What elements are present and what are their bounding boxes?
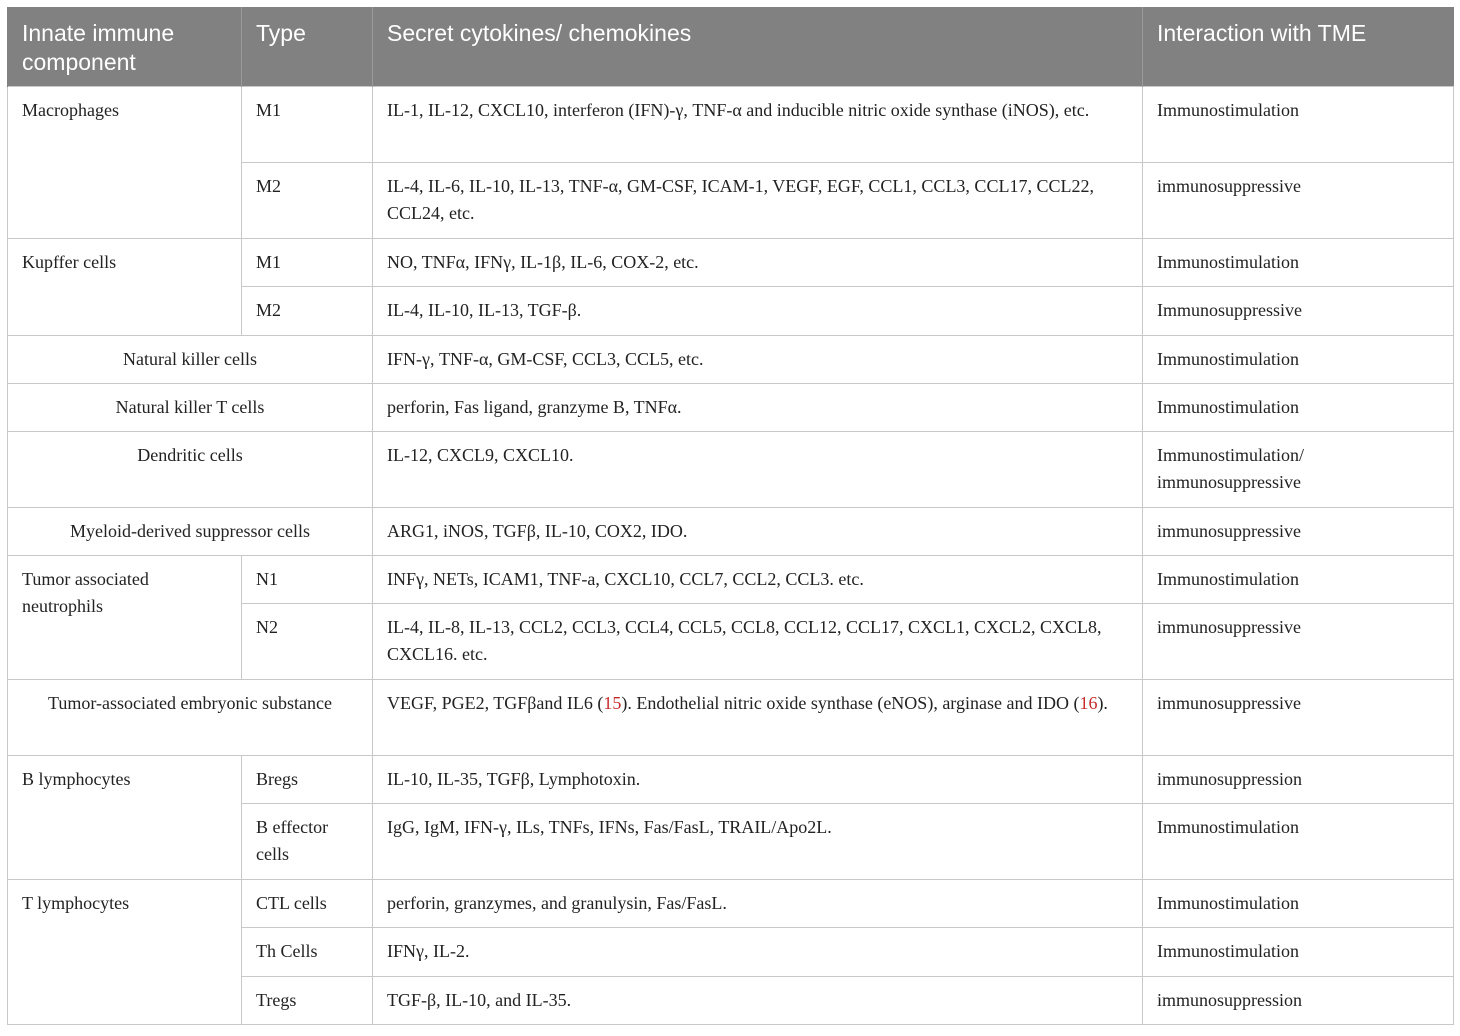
cytokines-cell: IL-4, IL-8, IL-13, CCL2, CCL3, CCL4, CCL5, CCL8, CCL12, CCL17, CXCL1, CXCL2, CXCL8, CXCL16. etc. [373, 604, 1143, 680]
header-type: Type [242, 7, 373, 87]
type-cell: N1 [242, 556, 373, 604]
interaction-cell: immunosuppression [1143, 756, 1454, 804]
type-cell: Th Cells [242, 928, 373, 977]
component-cell: B lymphocytes [8, 756, 242, 880]
component-cell: Natural killer cells [8, 336, 373, 384]
reference-link[interactable]: 15 [603, 693, 622, 713]
component-cell: Tumor associated neutrophils [8, 556, 242, 680]
type-cell: M2 [242, 287, 373, 336]
header-interaction: Interaction with TME [1143, 7, 1454, 87]
table-row [8, 432, 1454, 508]
component-cell: Tumor-associated embryonic substance [8, 680, 373, 756]
interaction-cell: Immunostimulation/ immunosuppressive [1143, 432, 1454, 508]
table-row [8, 87, 1454, 163]
interaction-cell: immunosuppression [1143, 977, 1454, 1025]
interaction-cell: Immunostimulation [1143, 880, 1454, 928]
cytokines-cell: IL-4, IL-6, IL-10, IL-13, TNF-α, GM-CSF, ICAM-1, VEGF, EGF, CCL1, CCL3, CCL17, CCL22, CCL24, etc. [373, 163, 1143, 239]
interaction-cell: Immunostimulation [1143, 556, 1454, 604]
cytokines-cell: INFγ, NETs, ICAM1, TNF-a, CXCL10, CCL7, CCL2, CCL3. etc. [373, 556, 1143, 604]
interaction-cell: Immunostimulation [1143, 804, 1454, 880]
interaction-cell: Immunostimulation [1143, 384, 1454, 432]
cytokines-cell: IFN-γ, TNF-α, GM-CSF, CCL3, CCL5, etc. [373, 336, 1143, 384]
table-row [8, 756, 1454, 804]
type-cell: Bregs [242, 756, 373, 804]
component-cell: T lymphocytes [8, 880, 242, 1025]
interaction-cell: immunosuppressive [1143, 508, 1454, 556]
table-row [8, 880, 1454, 928]
component-cell: Macrophages [8, 87, 242, 239]
cytokines-cell: NO, TNFα, IFNγ, IL-1β, IL-6, COX-2, etc. [373, 239, 1143, 287]
interaction-cell: Immunostimulation [1143, 87, 1454, 163]
component-cell: Dendritic cells [8, 432, 373, 508]
type-cell: M1 [242, 239, 373, 287]
header-component: Innate immune component [8, 7, 242, 87]
cytokines-cell: IL-4, IL-10, IL-13, TGF-β. [373, 287, 1143, 336]
type-cell: Tregs [242, 977, 373, 1025]
component-cell: Kupffer cells [8, 239, 242, 336]
interaction-cell: Immunosuppressive [1143, 287, 1454, 336]
cytokines-text: ). Endothelial nitric oxide synthase (eNOS), arginase and IDO ( [621, 693, 1080, 713]
table-row [8, 680, 1454, 756]
cytokines-text: VEGF, PGE2, TGFβand IL6 ( [387, 693, 604, 713]
interaction-cell: Immunostimulation [1143, 928, 1454, 977]
cytokines-cell: IL-1, IL-12, CXCL10, interferon (IFN)-γ, TNF-α and inducible nitric oxide synthase (iNOS), etc. [373, 87, 1143, 163]
type-cell: B effector cells [242, 804, 373, 880]
cytokines-cell: perforin, granzymes, and granulysin, Fas/FasL. [373, 880, 1143, 928]
cytokines-text: ). [1097, 693, 1108, 713]
cytokines-cell: IgG, IgM, IFN-γ, ILs, TNFs, IFNs, Fas/FasL, TRAIL/Apo2L. [373, 804, 1143, 880]
table-row [8, 556, 1454, 604]
cytokines-cell: IL-12, CXCL9, CXCL10. [373, 432, 1143, 508]
interaction-cell: Immunostimulation [1143, 239, 1454, 287]
interaction-cell: immunosuppressive [1143, 163, 1454, 239]
component-cell: Myeloid-derived suppressor cells [8, 508, 373, 556]
header-cytokines: Secret cytokines/ chemokines [373, 7, 1143, 87]
table-row [8, 384, 1454, 432]
table-header-row [8, 7, 1454, 87]
type-cell: N2 [242, 604, 373, 680]
type-cell: M1 [242, 87, 373, 163]
table-row [8, 508, 1454, 556]
interaction-cell: immunosuppressive [1143, 680, 1454, 756]
cytokines-cell: TGF-β, IL-10, and IL-35. [373, 977, 1143, 1025]
reference-link[interactable]: 16 [1079, 693, 1098, 713]
table-row [8, 239, 1454, 287]
interaction-cell: Immunostimulation [1143, 336, 1454, 384]
type-cell: M2 [242, 163, 373, 239]
type-cell: CTL cells [242, 880, 373, 928]
component-cell: Natural killer T cells [8, 384, 373, 432]
immune-components-table [7, 7, 1454, 1025]
cytokines-cell: IFNγ, IL-2. [373, 928, 1143, 977]
table-row [8, 336, 1454, 384]
cytokines-cell: perforin, Fas ligand, granzyme B, TNFα. [373, 384, 1143, 432]
cytokines-cell: ARG1, iNOS, TGFβ, IL-10, COX2, IDO. [373, 508, 1143, 556]
interaction-cell: immunosuppressive [1143, 604, 1454, 680]
cytokines-cell: IL-10, IL-35, TGFβ, Lymphotoxin. [373, 756, 1143, 804]
cytokines-cell [373, 680, 1143, 756]
